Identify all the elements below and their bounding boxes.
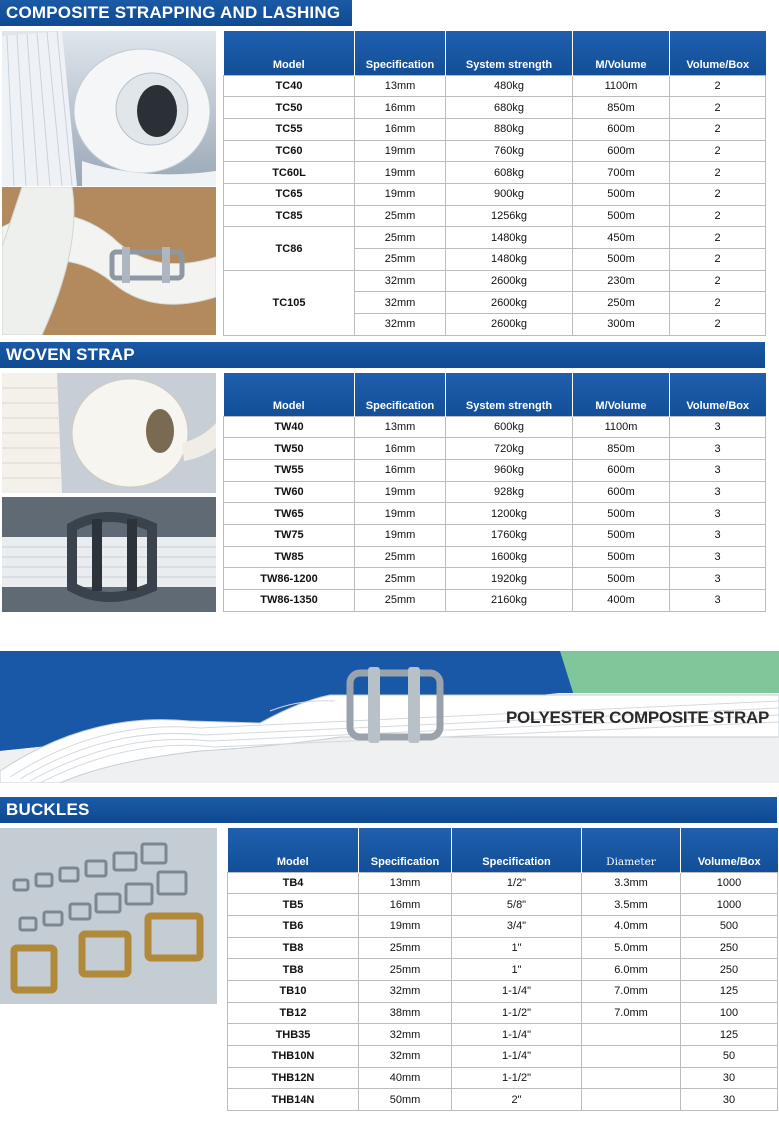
diameter-cell: 3.5mm <box>582 894 681 916</box>
strength-cell: 1600kg <box>446 546 573 568</box>
diameter-cell: 4.0mm <box>582 915 681 937</box>
spec-cell: 16mm <box>355 97 446 119</box>
column-header-specification: Specification <box>355 31 446 75</box>
composite-strap-roll-photo <box>2 31 216 186</box>
strength-cell: 1920kg <box>446 568 573 590</box>
table-row <box>228 959 778 981</box>
volume-box-cell: 2 <box>670 75 766 97</box>
spec-cell: 16mm <box>355 438 446 460</box>
inch-spec-cell: 1/2" <box>452 872 582 894</box>
spec-cell: 25mm <box>359 959 452 981</box>
table-row <box>228 872 778 894</box>
model-cell: TC65 <box>224 183 355 205</box>
model-cell: THB35 <box>228 1024 359 1046</box>
m-volume-cell: 600m <box>573 459 670 481</box>
diameter-cell <box>582 1067 681 1089</box>
table-row <box>224 524 766 546</box>
m-volume-cell: 1100m <box>573 75 670 97</box>
volume-box-cell: 3 <box>670 416 766 438</box>
inch-spec-cell: 1-1/2" <box>452 1067 582 1089</box>
table-row <box>228 1089 778 1111</box>
column-header-specification: Specification <box>359 828 452 872</box>
inch-spec-cell: 3/4" <box>452 915 582 937</box>
column-header-m-volume: M/Volume <box>573 373 670 416</box>
strength-cell: 2160kg <box>446 590 573 612</box>
table-row <box>224 205 766 227</box>
model-cell: TW55 <box>224 459 355 481</box>
table-row <box>224 590 766 612</box>
diameter-cell <box>582 1046 681 1068</box>
model-cell: TW86-1350 <box>224 590 355 612</box>
model-cell: TC60L <box>224 162 355 184</box>
strength-cell: 760kg <box>446 140 573 162</box>
model-cell: TC105 <box>224 270 355 335</box>
spec-cell: 25mm <box>355 546 446 568</box>
m-volume-cell: 600m <box>573 481 670 503</box>
volume-box-cell: 2 <box>670 314 766 336</box>
polyester-composite-strap-banner <box>0 651 779 783</box>
spec-cell: 19mm <box>355 140 446 162</box>
volume-box-cell: 3 <box>670 481 766 503</box>
m-volume-cell: 700m <box>573 162 670 184</box>
spec-cell: 19mm <box>355 162 446 184</box>
table-row <box>224 140 766 162</box>
strength-cell: 880kg <box>446 118 573 140</box>
m-volume-cell: 250m <box>573 292 670 314</box>
volume-box-cell: 2 <box>670 97 766 119</box>
buckles-spec-table <box>227 828 778 1111</box>
table-row <box>224 97 766 119</box>
strength-cell: 2600kg <box>446 270 573 292</box>
strength-cell: 2600kg <box>446 292 573 314</box>
spec-cell: 32mm <box>359 1024 452 1046</box>
column-header-volume-box: Volume/Box <box>670 31 766 75</box>
model-cell: TW60 <box>224 481 355 503</box>
model-cell: TC60 <box>224 140 355 162</box>
volume-box-cell: 2 <box>670 205 766 227</box>
volume-box-cell: 3 <box>670 503 766 525</box>
strength-cell: 600kg <box>446 416 573 438</box>
volume-box-cell: 3 <box>670 546 766 568</box>
strength-cell: 1480kg <box>446 227 573 249</box>
volume-box-cell: 2 <box>670 118 766 140</box>
volume-box-cell: 2 <box>670 249 766 271</box>
section-title-buckles: BUCKLES <box>0 797 777 823</box>
volume-box-cell: 3 <box>670 459 766 481</box>
spec-cell: 32mm <box>359 1046 452 1068</box>
model-cell: TB8 <box>228 937 359 959</box>
model-cell: TB12 <box>228 1002 359 1024</box>
spec-cell: 19mm <box>355 183 446 205</box>
volume-box-cell: 2 <box>670 140 766 162</box>
spec-cell: 40mm <box>359 1067 452 1089</box>
spec-cell: 38mm <box>359 1002 452 1024</box>
table-row <box>228 1024 778 1046</box>
model-cell: TW40 <box>224 416 355 438</box>
volume-box-cell: 250 <box>681 937 778 959</box>
diameter-cell: 7.0mm <box>582 980 681 1002</box>
column-header-specification-inch: Specification <box>452 828 582 872</box>
table-row <box>224 503 766 525</box>
model-cell: TW85 <box>224 546 355 568</box>
volume-box-cell: 100 <box>681 1002 778 1024</box>
volume-box-cell: 2 <box>670 162 766 184</box>
column-header-system-strength: System strength <box>446 31 573 75</box>
column-header-system-strength: System strength <box>446 373 573 416</box>
volume-box-cell: 3 <box>670 438 766 460</box>
m-volume-cell: 500m <box>573 503 670 525</box>
m-volume-cell: 850m <box>573 438 670 460</box>
m-volume-cell: 500m <box>573 524 670 546</box>
table-row <box>228 1067 778 1089</box>
m-volume-cell: 230m <box>573 270 670 292</box>
spec-cell: 16mm <box>355 459 446 481</box>
inch-spec-cell: 5/8" <box>452 894 582 916</box>
m-volume-cell: 500m <box>573 546 670 568</box>
column-header-model: Model <box>224 31 355 75</box>
table-row <box>228 937 778 959</box>
m-volume-cell: 450m <box>573 227 670 249</box>
m-volume-cell: 850m <box>573 97 670 119</box>
spec-cell: 25mm <box>359 937 452 959</box>
table-row <box>224 227 766 249</box>
m-volume-cell: 400m <box>573 590 670 612</box>
diameter-cell: 5.0mm <box>582 937 681 959</box>
strength-cell: 720kg <box>446 438 573 460</box>
m-volume-cell: 500m <box>573 205 670 227</box>
volume-box-cell: 2 <box>670 227 766 249</box>
m-volume-cell: 300m <box>573 314 670 336</box>
spec-cell: 19mm <box>355 481 446 503</box>
table-row <box>224 481 766 503</box>
table-row <box>228 915 778 937</box>
inch-spec-cell: 1-1/4" <box>452 980 582 1002</box>
spec-cell: 25mm <box>355 568 446 590</box>
table-row <box>224 183 766 205</box>
model-cell: TB5 <box>228 894 359 916</box>
strength-cell: 900kg <box>446 183 573 205</box>
inch-spec-cell: 1-1/4" <box>452 1024 582 1046</box>
table-row <box>228 1002 778 1024</box>
woven-strap-buckle-photo <box>2 497 216 612</box>
composite-spec-table <box>223 31 766 336</box>
inch-spec-cell: 1-1/4" <box>452 1046 582 1068</box>
volume-box-cell: 3 <box>670 568 766 590</box>
m-volume-cell: 600m <box>573 140 670 162</box>
model-cell: TW75 <box>224 524 355 546</box>
spec-cell: 16mm <box>355 118 446 140</box>
spec-cell: 25mm <box>355 205 446 227</box>
strength-cell: 1200kg <box>446 503 573 525</box>
model-cell: THB10N <box>228 1046 359 1068</box>
inch-spec-cell: 1-1/2" <box>452 1002 582 1024</box>
spec-cell: 32mm <box>359 980 452 1002</box>
table-row <box>224 75 766 97</box>
volume-box-cell: 30 <box>681 1067 778 1089</box>
spec-cell: 32mm <box>355 292 446 314</box>
volume-box-cell: 2 <box>670 183 766 205</box>
strength-cell: 2600kg <box>446 314 573 336</box>
inch-spec-cell: 2" <box>452 1089 582 1111</box>
volume-box-cell: 125 <box>681 980 778 1002</box>
diameter-cell <box>582 1024 681 1046</box>
table-row <box>224 438 766 460</box>
spec-cell: 19mm <box>355 503 446 525</box>
model-cell: TC55 <box>224 118 355 140</box>
m-volume-cell: 500m <box>573 568 670 590</box>
model-cell: TW50 <box>224 438 355 460</box>
composite-strap-buckle-photo <box>2 187 216 335</box>
model-cell: TC85 <box>224 205 355 227</box>
strength-cell: 1256kg <box>446 205 573 227</box>
diameter-cell: 3.3mm <box>582 872 681 894</box>
volume-box-cell: 30 <box>681 1089 778 1111</box>
strength-cell: 608kg <box>446 162 573 184</box>
section-title-woven: WOVEN STRAP <box>0 342 765 368</box>
model-cell: TW65 <box>224 503 355 525</box>
woven-strap-roll-photo <box>2 373 216 493</box>
column-header-volume-box: Volume/Box <box>670 373 766 416</box>
spec-cell: 19mm <box>359 915 452 937</box>
strength-cell: 1480kg <box>446 249 573 271</box>
volume-box-cell: 3 <box>670 590 766 612</box>
model-cell: TC50 <box>224 97 355 119</box>
column-header-diameter: Diameter <box>582 828 681 872</box>
table-row <box>224 459 766 481</box>
model-cell: THB14N <box>228 1089 359 1111</box>
column-header-volume-box: Volume/Box <box>681 828 778 872</box>
table-row <box>224 270 766 292</box>
model-cell: TB8 <box>228 959 359 981</box>
diameter-cell <box>582 1089 681 1111</box>
diameter-cell: 7.0mm <box>582 1002 681 1024</box>
spec-cell: 25mm <box>355 227 446 249</box>
diameter-cell: 6.0mm <box>582 959 681 981</box>
model-cell: TB4 <box>228 872 359 894</box>
strength-cell: 480kg <box>446 75 573 97</box>
table-row <box>228 1046 778 1068</box>
m-volume-cell: 500m <box>573 183 670 205</box>
table-row <box>224 546 766 568</box>
table-row <box>224 416 766 438</box>
buckles-photo <box>0 828 217 1004</box>
strength-cell: 1760kg <box>446 524 573 546</box>
table-row <box>224 568 766 590</box>
volume-box-cell: 2 <box>670 292 766 314</box>
table-row <box>228 980 778 1002</box>
model-cell: TC86 <box>224 227 355 270</box>
volume-box-cell: 1000 <box>681 894 778 916</box>
spec-cell: 13mm <box>359 872 452 894</box>
volume-box-cell: 1000 <box>681 872 778 894</box>
spec-cell: 13mm <box>355 416 446 438</box>
spec-cell: 50mm <box>359 1089 452 1111</box>
model-cell: TB10 <box>228 980 359 1002</box>
volume-box-cell: 500 <box>681 915 778 937</box>
column-header-model: Model <box>228 828 359 872</box>
model-cell: TB6 <box>228 915 359 937</box>
spec-cell: 16mm <box>359 894 452 916</box>
section-title-composite: COMPOSITE STRAPPING AND LASHING <box>0 0 352 26</box>
table-row <box>224 162 766 184</box>
volume-box-cell: 125 <box>681 1024 778 1046</box>
m-volume-cell: 500m <box>573 249 670 271</box>
model-cell: TW86-1200 <box>224 568 355 590</box>
column-header-model: Model <box>224 373 355 416</box>
banner-title: POLYESTER COMPOSITE STRAP <box>506 708 769 727</box>
column-header-m-volume: M/Volume <box>573 31 670 75</box>
model-cell: TC40 <box>224 75 355 97</box>
table-row <box>228 894 778 916</box>
volume-box-cell: 3 <box>670 524 766 546</box>
spec-cell: 13mm <box>355 75 446 97</box>
spec-cell: 25mm <box>355 249 446 271</box>
volume-box-cell: 50 <box>681 1046 778 1068</box>
table-row <box>224 118 766 140</box>
m-volume-cell: 600m <box>573 118 670 140</box>
m-volume-cell: 1100m <box>573 416 670 438</box>
inch-spec-cell: 1" <box>452 937 582 959</box>
strength-cell: 928kg <box>446 481 573 503</box>
spec-cell: 32mm <box>355 270 446 292</box>
inch-spec-cell: 1" <box>452 959 582 981</box>
strength-cell: 960kg <box>446 459 573 481</box>
model-cell: THB12N <box>228 1067 359 1089</box>
volume-box-cell: 250 <box>681 959 778 981</box>
spec-cell: 25mm <box>355 590 446 612</box>
spec-cell: 32mm <box>355 314 446 336</box>
column-header-specification: Specification <box>355 373 446 416</box>
volume-box-cell: 2 <box>670 270 766 292</box>
strength-cell: 680kg <box>446 97 573 119</box>
woven-spec-table <box>223 373 766 612</box>
spec-cell: 19mm <box>355 524 446 546</box>
